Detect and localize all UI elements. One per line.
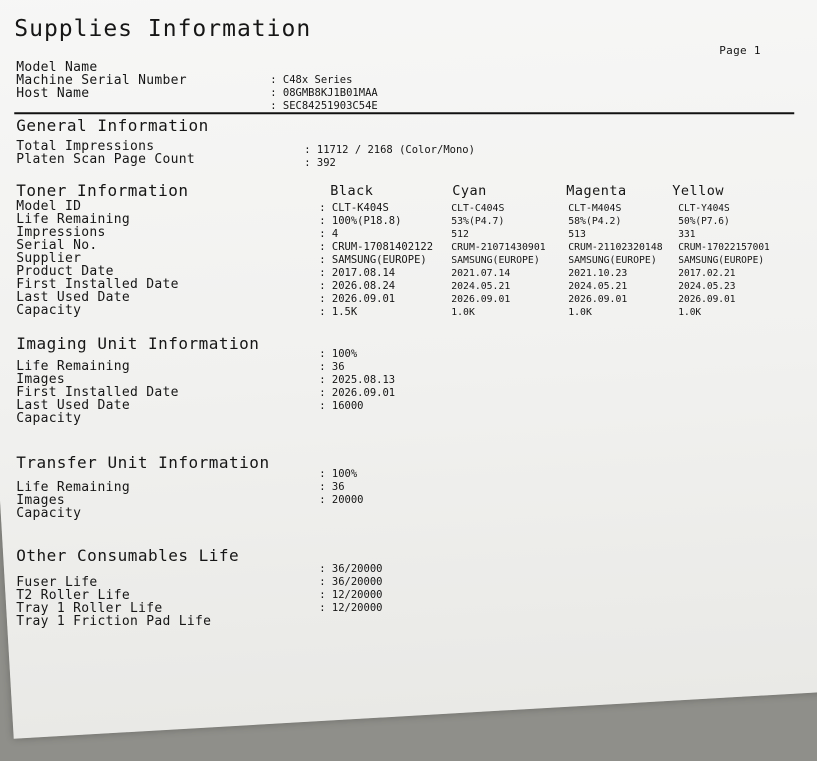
toner-cell: : 2017.08.14	[319, 267, 396, 280]
toner-cell: 2026.09.01	[451, 294, 511, 306]
machine-serial-label: Machine Serial Number	[16, 73, 187, 89]
toner-cell: 513	[568, 229, 586, 241]
divider	[14, 112, 794, 114]
serial-no-label: Serial No.	[16, 238, 98, 254]
header-values	[270, 74, 377, 113]
toner-cell: : CRUM-17081402122	[319, 241, 434, 254]
t2-roller-label: T2 Roller Life	[16, 588, 131, 604]
toner-cell: SAMSUNG(EUROPE)	[678, 255, 765, 267]
transfer-images-label: Images	[16, 493, 66, 509]
impressions-label: Impressions	[16, 225, 106, 241]
tray1-friction-pad-label: Tray 1 Friction Pad Life	[16, 614, 212, 630]
imaging-life-label: Life Remaining	[16, 359, 131, 375]
other-value: : 36/20000	[319, 576, 383, 589]
toner-cell: CLT-M404S	[568, 203, 622, 215]
toner-cell: : 4	[319, 228, 339, 241]
toner-cell: SAMSUNG(EUROPE)	[451, 255, 540, 267]
imaging-last-used-label: Last Used Date	[16, 398, 131, 414]
toner-magenta-values	[568, 202, 662, 319]
toner-cell: 1.0K	[678, 307, 702, 319]
toner-cell: CLT-C404S	[451, 203, 505, 215]
machine-serial-value: : 08GMB8KJ1B01MAA	[270, 87, 378, 100]
toner-black-values	[319, 202, 433, 319]
transfer-value: : 100%	[319, 468, 358, 481]
toner-cell: 50%(P7.6)	[678, 216, 730, 228]
toner-cell: : 100%(P18.8)	[319, 215, 402, 228]
platen-scan-label: Platen Scan Page Count	[16, 152, 196, 168]
capacity-label: Capacity	[16, 303, 82, 319]
general-values	[304, 144, 475, 170]
toner-cell: 53%(P4.7)	[451, 216, 505, 228]
model-name-value: : C48x Series	[270, 74, 353, 87]
toner-column-magenta: Magenta	[566, 183, 627, 200]
page-title: Supplies Information	[14, 16, 312, 43]
other-labels	[16, 576, 211, 628]
transfer-capacity-label: Capacity	[16, 506, 82, 522]
toner-cell: CRUM-21102320148	[568, 242, 663, 254]
first-installed-label: First Installed Date	[16, 277, 179, 293]
toner-cell: 2026.09.01	[568, 294, 628, 306]
fuser-life-label: Fuser Life	[16, 575, 98, 591]
toner-cell: 1.0K	[568, 307, 592, 319]
model-name-label: Model Name	[16, 60, 98, 76]
toner-cell: 2024.05.23	[678, 281, 736, 293]
imaging-heading: Imaging Unit Information	[16, 334, 260, 354]
toner-cell: 2017.02.21	[678, 268, 736, 280]
toner-cell: 2026.09.01	[678, 294, 736, 306]
model-id-label: Model ID	[16, 199, 82, 215]
other-value: : 12/20000	[319, 602, 383, 615]
imaging-value: : 36	[319, 361, 345, 374]
imaging-capacity-label: Capacity	[16, 411, 82, 427]
imaging-labels	[16, 360, 179, 425]
imaging-value: : 2025.08.13	[319, 374, 396, 387]
toner-cell: : 1.5K	[319, 306, 358, 319]
toner-cell: 2021.07.14	[451, 268, 511, 280]
report-sheet	[14, 16, 794, 716]
toner-cell: SAMSUNG(EUROPE)	[568, 255, 657, 267]
toner-labels	[16, 200, 179, 317]
host-name-label: Host Name	[16, 86, 90, 102]
toner-cell: 1.0K	[451, 307, 475, 319]
supplier-label: Supplier	[16, 251, 82, 267]
imaging-first-installed-label: First Installed Date	[16, 385, 179, 401]
other-value: : 12/20000	[319, 589, 383, 602]
platen-scan-value: : 392	[304, 157, 336, 170]
toner-heading: Toner Information	[16, 181, 189, 201]
tray1-roller-label: Tray 1 Roller Life	[16, 601, 163, 617]
imaging-values	[319, 348, 395, 413]
page-number: Page 1	[719, 44, 761, 58]
transfer-values	[319, 468, 363, 507]
host-name-value: : SEC84251903C54E	[270, 100, 378, 113]
life-remaining-label: Life Remaining	[16, 212, 131, 228]
toner-cyan-values	[451, 202, 545, 319]
toner-cell: CRUM-17022157001	[678, 242, 770, 254]
toner-cell: 58%(P4.2)	[568, 216, 622, 228]
product-date-label: Product Date	[16, 264, 114, 280]
toner-column-yellow: Yellow	[672, 183, 725, 200]
toner-cell: CLT-Y404S	[678, 203, 730, 215]
transfer-life-label: Life Remaining	[16, 480, 131, 496]
other-heading: Other Consumables Life	[16, 546, 240, 566]
toner-cell: : 2026.08.24	[319, 280, 396, 293]
transfer-value: : 36	[319, 481, 345, 494]
toner-cell: 2021.10.23	[568, 268, 628, 280]
imaging-value: : 16000	[319, 400, 364, 413]
other-values	[319, 563, 382, 615]
toner-column-black: Black	[330, 183, 374, 200]
transfer-heading: Transfer Unit Information	[16, 453, 270, 473]
header-labels	[16, 61, 187, 100]
general-heading: General Information	[16, 116, 209, 136]
toner-yellow-values	[678, 202, 770, 319]
other-value: : 36/20000	[319, 563, 383, 576]
transfer-value: : 20000	[319, 494, 364, 507]
toner-cell: : SAMSUNG(EUROPE)	[319, 254, 427, 267]
toner-cell: 2024.05.21	[451, 281, 511, 293]
imaging-value: : 2026.09.01	[319, 387, 396, 400]
general-labels	[16, 140, 195, 166]
imaging-images-label: Images	[16, 372, 66, 388]
toner-cell: : CLT-K404S	[319, 202, 389, 215]
toner-cell: CRUM-21071430901	[451, 242, 546, 254]
imaging-value: : 100%	[319, 348, 358, 361]
total-impressions-value: : 11712 / 2168 (Color/Mono)	[304, 144, 475, 157]
toner-cell: : 2026.09.01	[319, 293, 396, 306]
transfer-labels	[16, 481, 130, 520]
last-used-label: Last Used Date	[16, 290, 131, 306]
total-impressions-label: Total Impressions	[16, 139, 155, 155]
toner-column-cyan: Cyan	[452, 183, 487, 200]
toner-cell: 2024.05.21	[568, 281, 628, 293]
toner-cell: 512	[451, 229, 469, 241]
toner-cell: 331	[678, 229, 696, 241]
